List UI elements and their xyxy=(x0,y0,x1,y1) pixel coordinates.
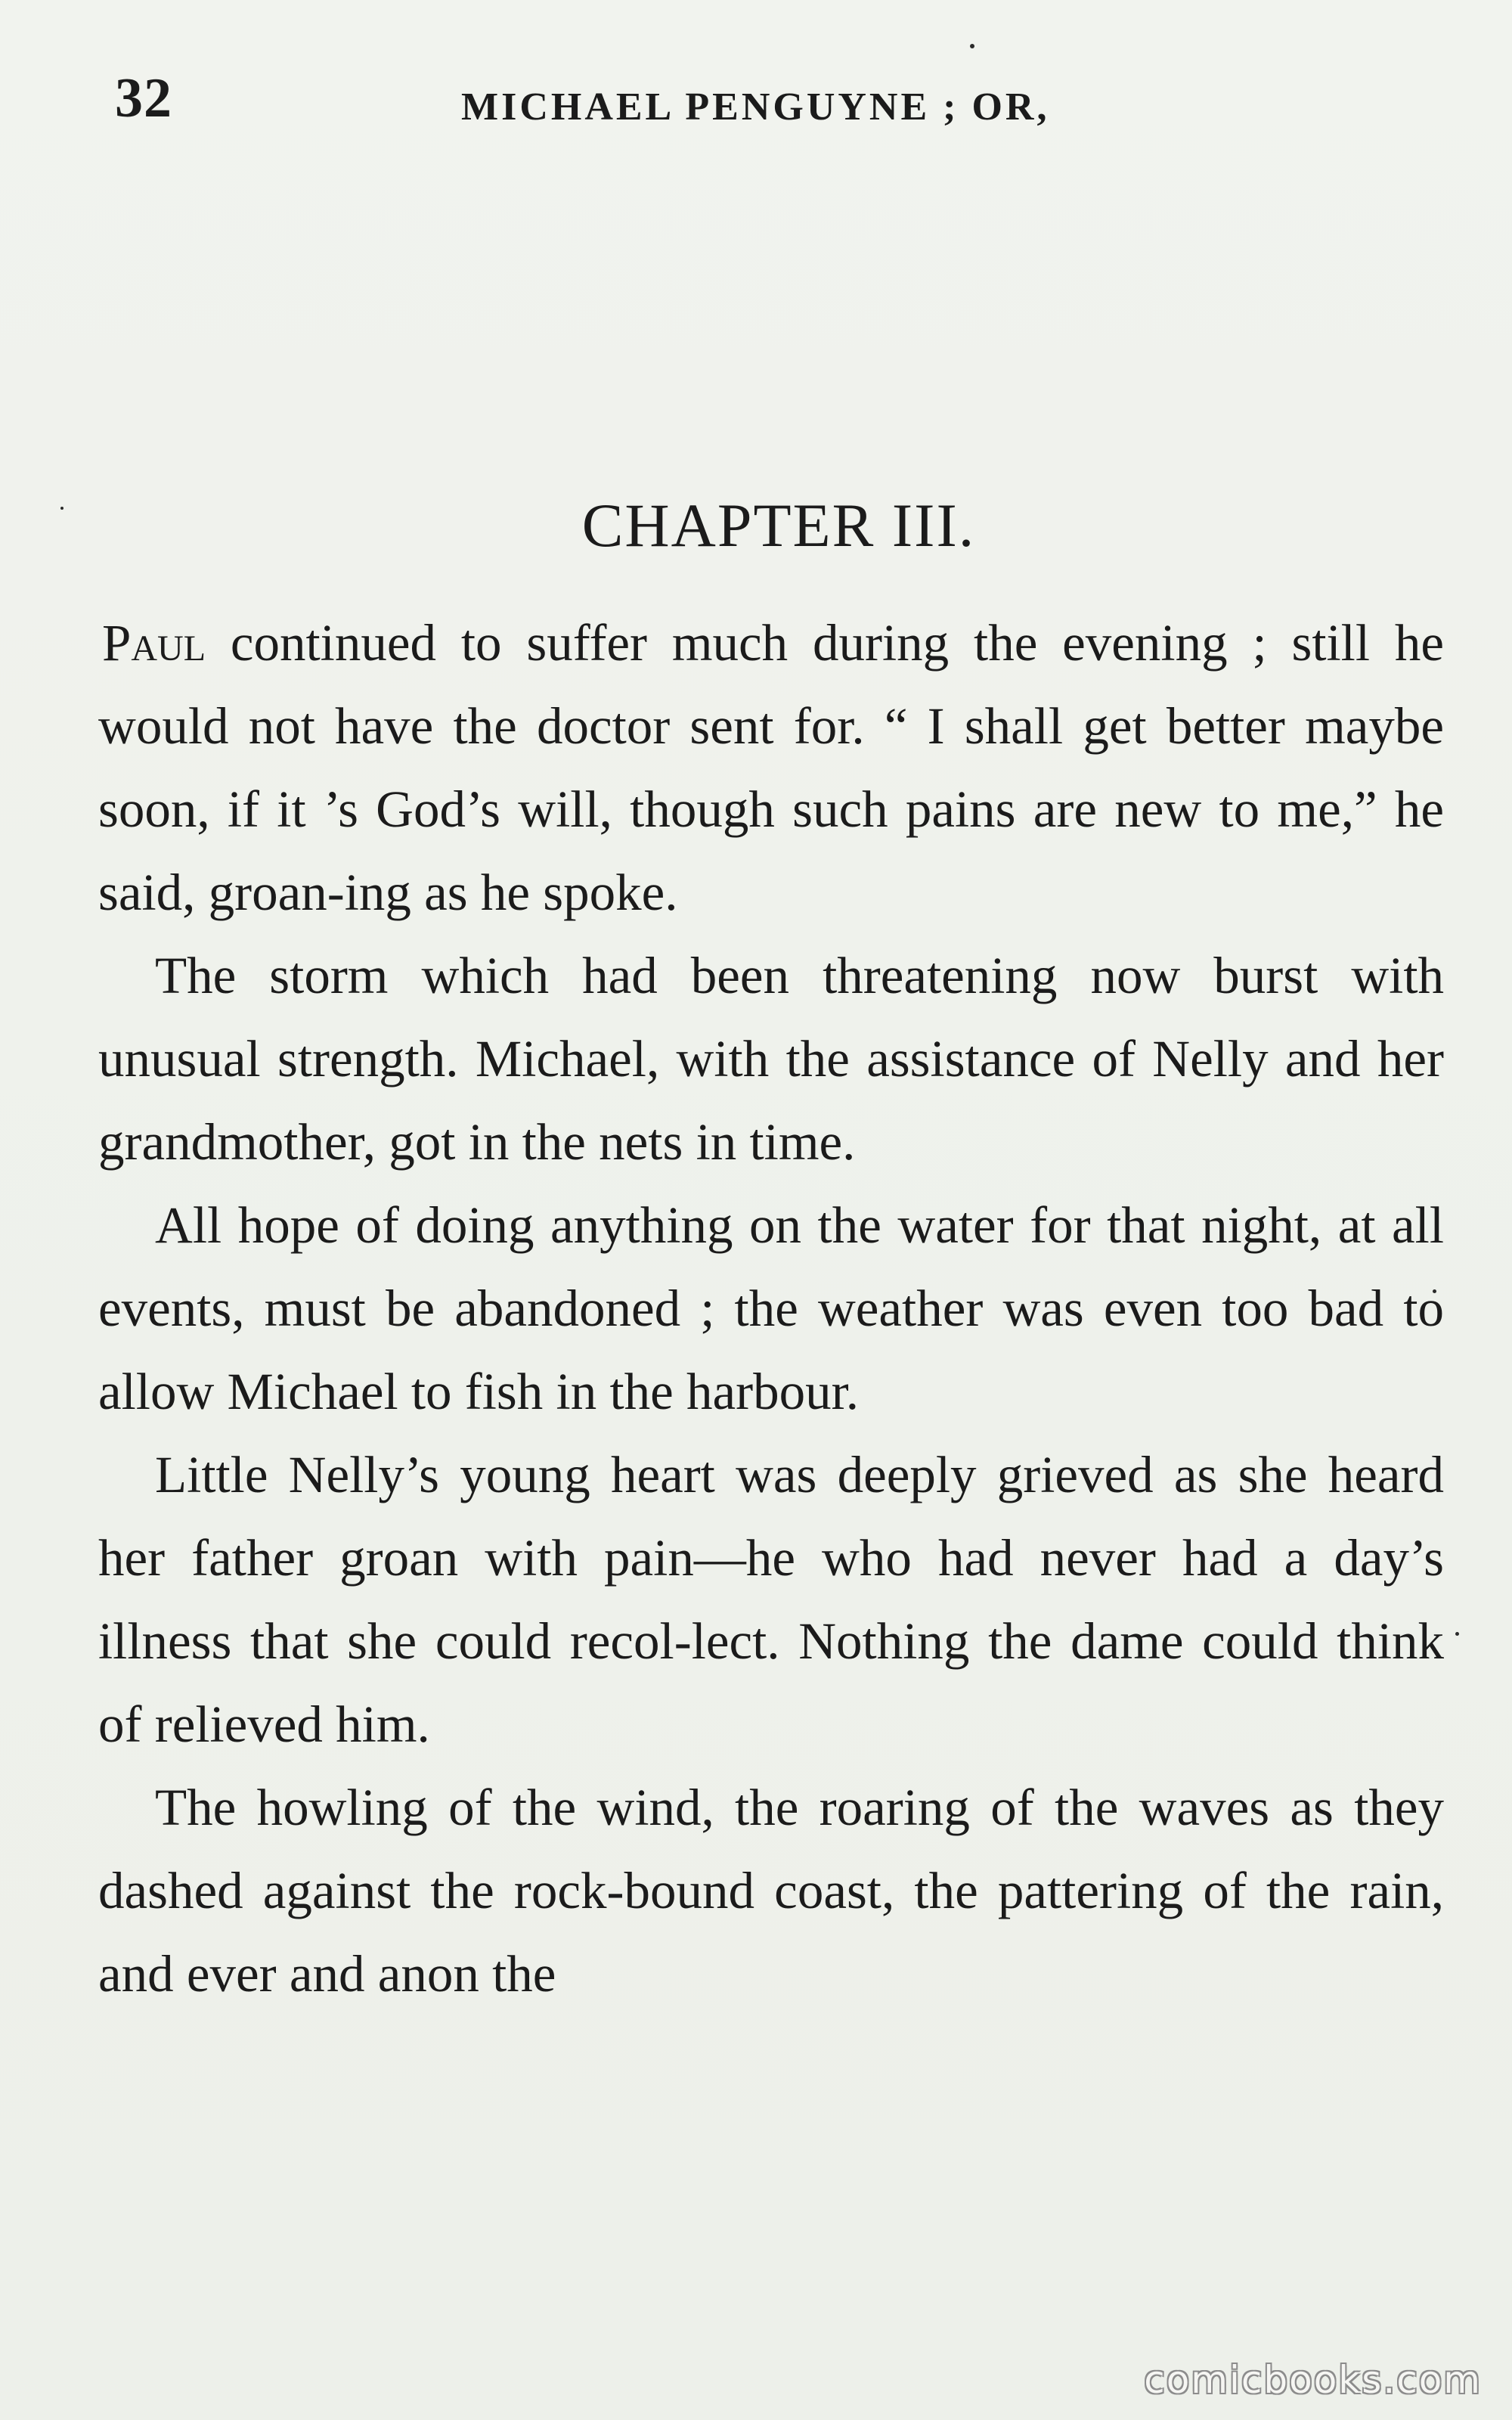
paragraph xyxy=(98,1184,1444,1433)
paragraph-text: All hope of doing anything on the water for that night, at all events, must be abandoned ; the weather was even too bad to allow Michael to fish in the harbour. xyxy=(98,1196,1444,1420)
paragraph xyxy=(98,601,1444,934)
chapter-title: CHAPTER III. xyxy=(581,491,976,560)
paragraph xyxy=(98,934,1444,1184)
paragraph-text: The storm which had been threatening now burst with unusual strength. Michael, with the assistance of Nelly and her grandmother, got in the nets in time. xyxy=(98,947,1444,1171)
paragraph-text: Little Nelly’s young heart was deeply grieved as she heard her father groan with pain—he who had never had a day’s illness that she could recol-lect. Nothing the dame could think of relieved him. xyxy=(98,1446,1444,1753)
body-text xyxy=(98,601,1444,2015)
ink-speck xyxy=(1455,1632,1459,1636)
paragraph xyxy=(98,1433,1444,1766)
lead-word: Paul xyxy=(102,614,206,672)
paragraph xyxy=(98,1766,1444,2015)
paragraph-text: continued to suffer much during the evening ; still he would not have the doctor sent for. “ I shall get better maybe soon, if it ’s God’s will, though such pains are new to me,” he said, groan-ing as he spoke. xyxy=(98,614,1444,921)
page-number: 32 xyxy=(115,67,172,129)
watermark: comicbooks.com xyxy=(1144,2358,1482,2402)
paragraph-text: The howling of the wind, the roaring of the waves as they dashed against the rock-bound coast, the pattering of the rain, and ever and anon the xyxy=(98,1779,1444,2003)
ink-speck xyxy=(970,44,974,48)
running-head: MICHAEL PENGUYNE ; OR, xyxy=(461,85,1050,129)
